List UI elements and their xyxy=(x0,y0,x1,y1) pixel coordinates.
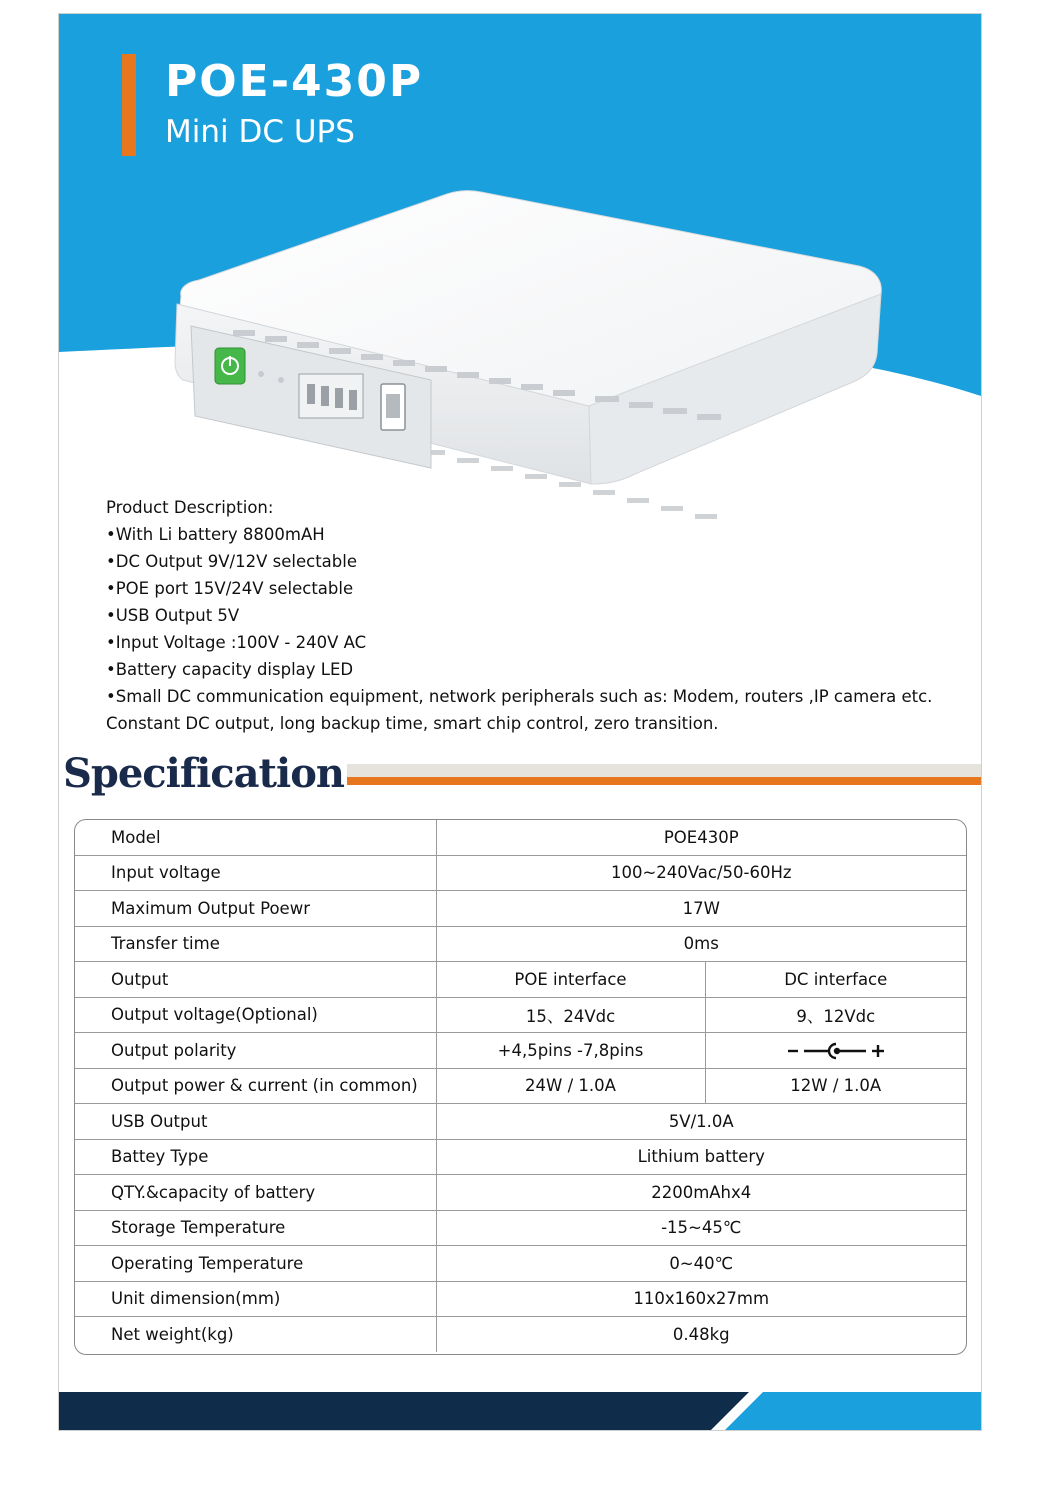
row-label: USB Output xyxy=(75,1104,436,1140)
product-description xyxy=(106,494,966,737)
row-label: Maximum Output Poewr xyxy=(75,891,436,927)
footer-band xyxy=(59,1392,981,1430)
row-value: 0ms xyxy=(436,926,966,962)
description-heading: Product Description: xyxy=(106,498,274,517)
table-row xyxy=(75,1033,966,1069)
row-label: Output voltage(Optional) xyxy=(75,997,436,1033)
description-item: •DC Output 9V/12V selectable xyxy=(106,552,357,571)
specification-table xyxy=(74,819,967,1355)
specification-heading: Specification xyxy=(63,750,344,797)
description-item: •With Li battery 8800mAH xyxy=(106,525,325,544)
row-value-dc: 12W / 1.0A xyxy=(705,1068,966,1104)
description-footer-line: Constant DC output, long backup time, smart chip control, zero transition. xyxy=(106,714,719,733)
table-row xyxy=(75,926,966,962)
heading-rule-gray xyxy=(347,764,981,777)
dc-polarity-center-positive-icon xyxy=(786,1041,886,1061)
row-label: Output polarity xyxy=(75,1033,436,1069)
description-item: •Input Voltage :100V - 240V AC xyxy=(106,633,367,652)
row-label: Output power & current (in common) xyxy=(75,1068,436,1104)
row-label: Battey Type xyxy=(75,1139,436,1175)
table-row xyxy=(75,1104,966,1140)
table-row xyxy=(75,1281,966,1317)
description-item: •POE port 15V/24V selectable xyxy=(106,579,354,598)
product-title: POE-430P xyxy=(165,56,424,107)
row-value: -15~45℃ xyxy=(436,1210,966,1246)
row-label: Output xyxy=(75,962,436,998)
description-item: •Small DC communication equipment, network peripherals such as: Modem, routers ,IP camera etc. xyxy=(106,687,933,706)
row-label: QTY.&capacity of battery xyxy=(75,1175,436,1211)
row-label: Input voltage xyxy=(75,855,436,891)
row-value: 17W xyxy=(436,891,966,927)
table-row xyxy=(75,997,966,1033)
row-value: 0~40℃ xyxy=(436,1246,966,1282)
row-value-dc: DC interface xyxy=(705,962,966,998)
row-value: 2200mAhx4 xyxy=(436,1175,966,1211)
table-row xyxy=(75,1175,966,1211)
row-value: 0.48kg xyxy=(436,1317,966,1352)
row-label: Net weight(kg) xyxy=(75,1317,436,1352)
product-sheet xyxy=(58,13,982,1431)
table-row xyxy=(75,962,966,998)
table-row xyxy=(75,891,966,927)
row-label: Transfer time xyxy=(75,926,436,962)
product-subtitle: Mini DC UPS xyxy=(165,114,355,150)
table-row xyxy=(75,1139,966,1175)
row-value-dc xyxy=(705,1033,966,1069)
table-row xyxy=(75,1210,966,1246)
description-item: •Battery capacity display LED xyxy=(106,660,354,679)
row-value: 110x160x27mm xyxy=(436,1281,966,1317)
table-row xyxy=(75,855,966,891)
heading-rule-orange xyxy=(347,777,981,785)
title-accent-bar xyxy=(122,54,136,156)
row-value: 100~240Vac/50-60Hz xyxy=(436,855,966,891)
row-label: Unit dimension(mm) xyxy=(75,1281,436,1317)
row-value: POE430P xyxy=(436,820,966,855)
table-row xyxy=(75,1317,966,1352)
table-row xyxy=(75,820,966,855)
row-label: Storage Temperature xyxy=(75,1210,436,1246)
row-value-poe: +4,5pins -7,8pins xyxy=(436,1033,705,1069)
row-value: Lithium battery xyxy=(436,1139,966,1175)
table-row xyxy=(75,1068,966,1104)
row-label: Model xyxy=(75,820,436,855)
description-item: •USB Output 5V xyxy=(106,606,240,625)
row-label: Operating Temperature xyxy=(75,1246,436,1282)
table-row xyxy=(75,1246,966,1282)
row-value-poe: POE interface xyxy=(436,962,705,998)
row-value-poe: 15、24Vdc xyxy=(436,997,705,1033)
row-value-dc: 9、12Vdc xyxy=(705,997,966,1033)
row-value-poe: 24W / 1.0A xyxy=(436,1068,705,1104)
row-value: 5V/1.0A xyxy=(436,1104,966,1140)
